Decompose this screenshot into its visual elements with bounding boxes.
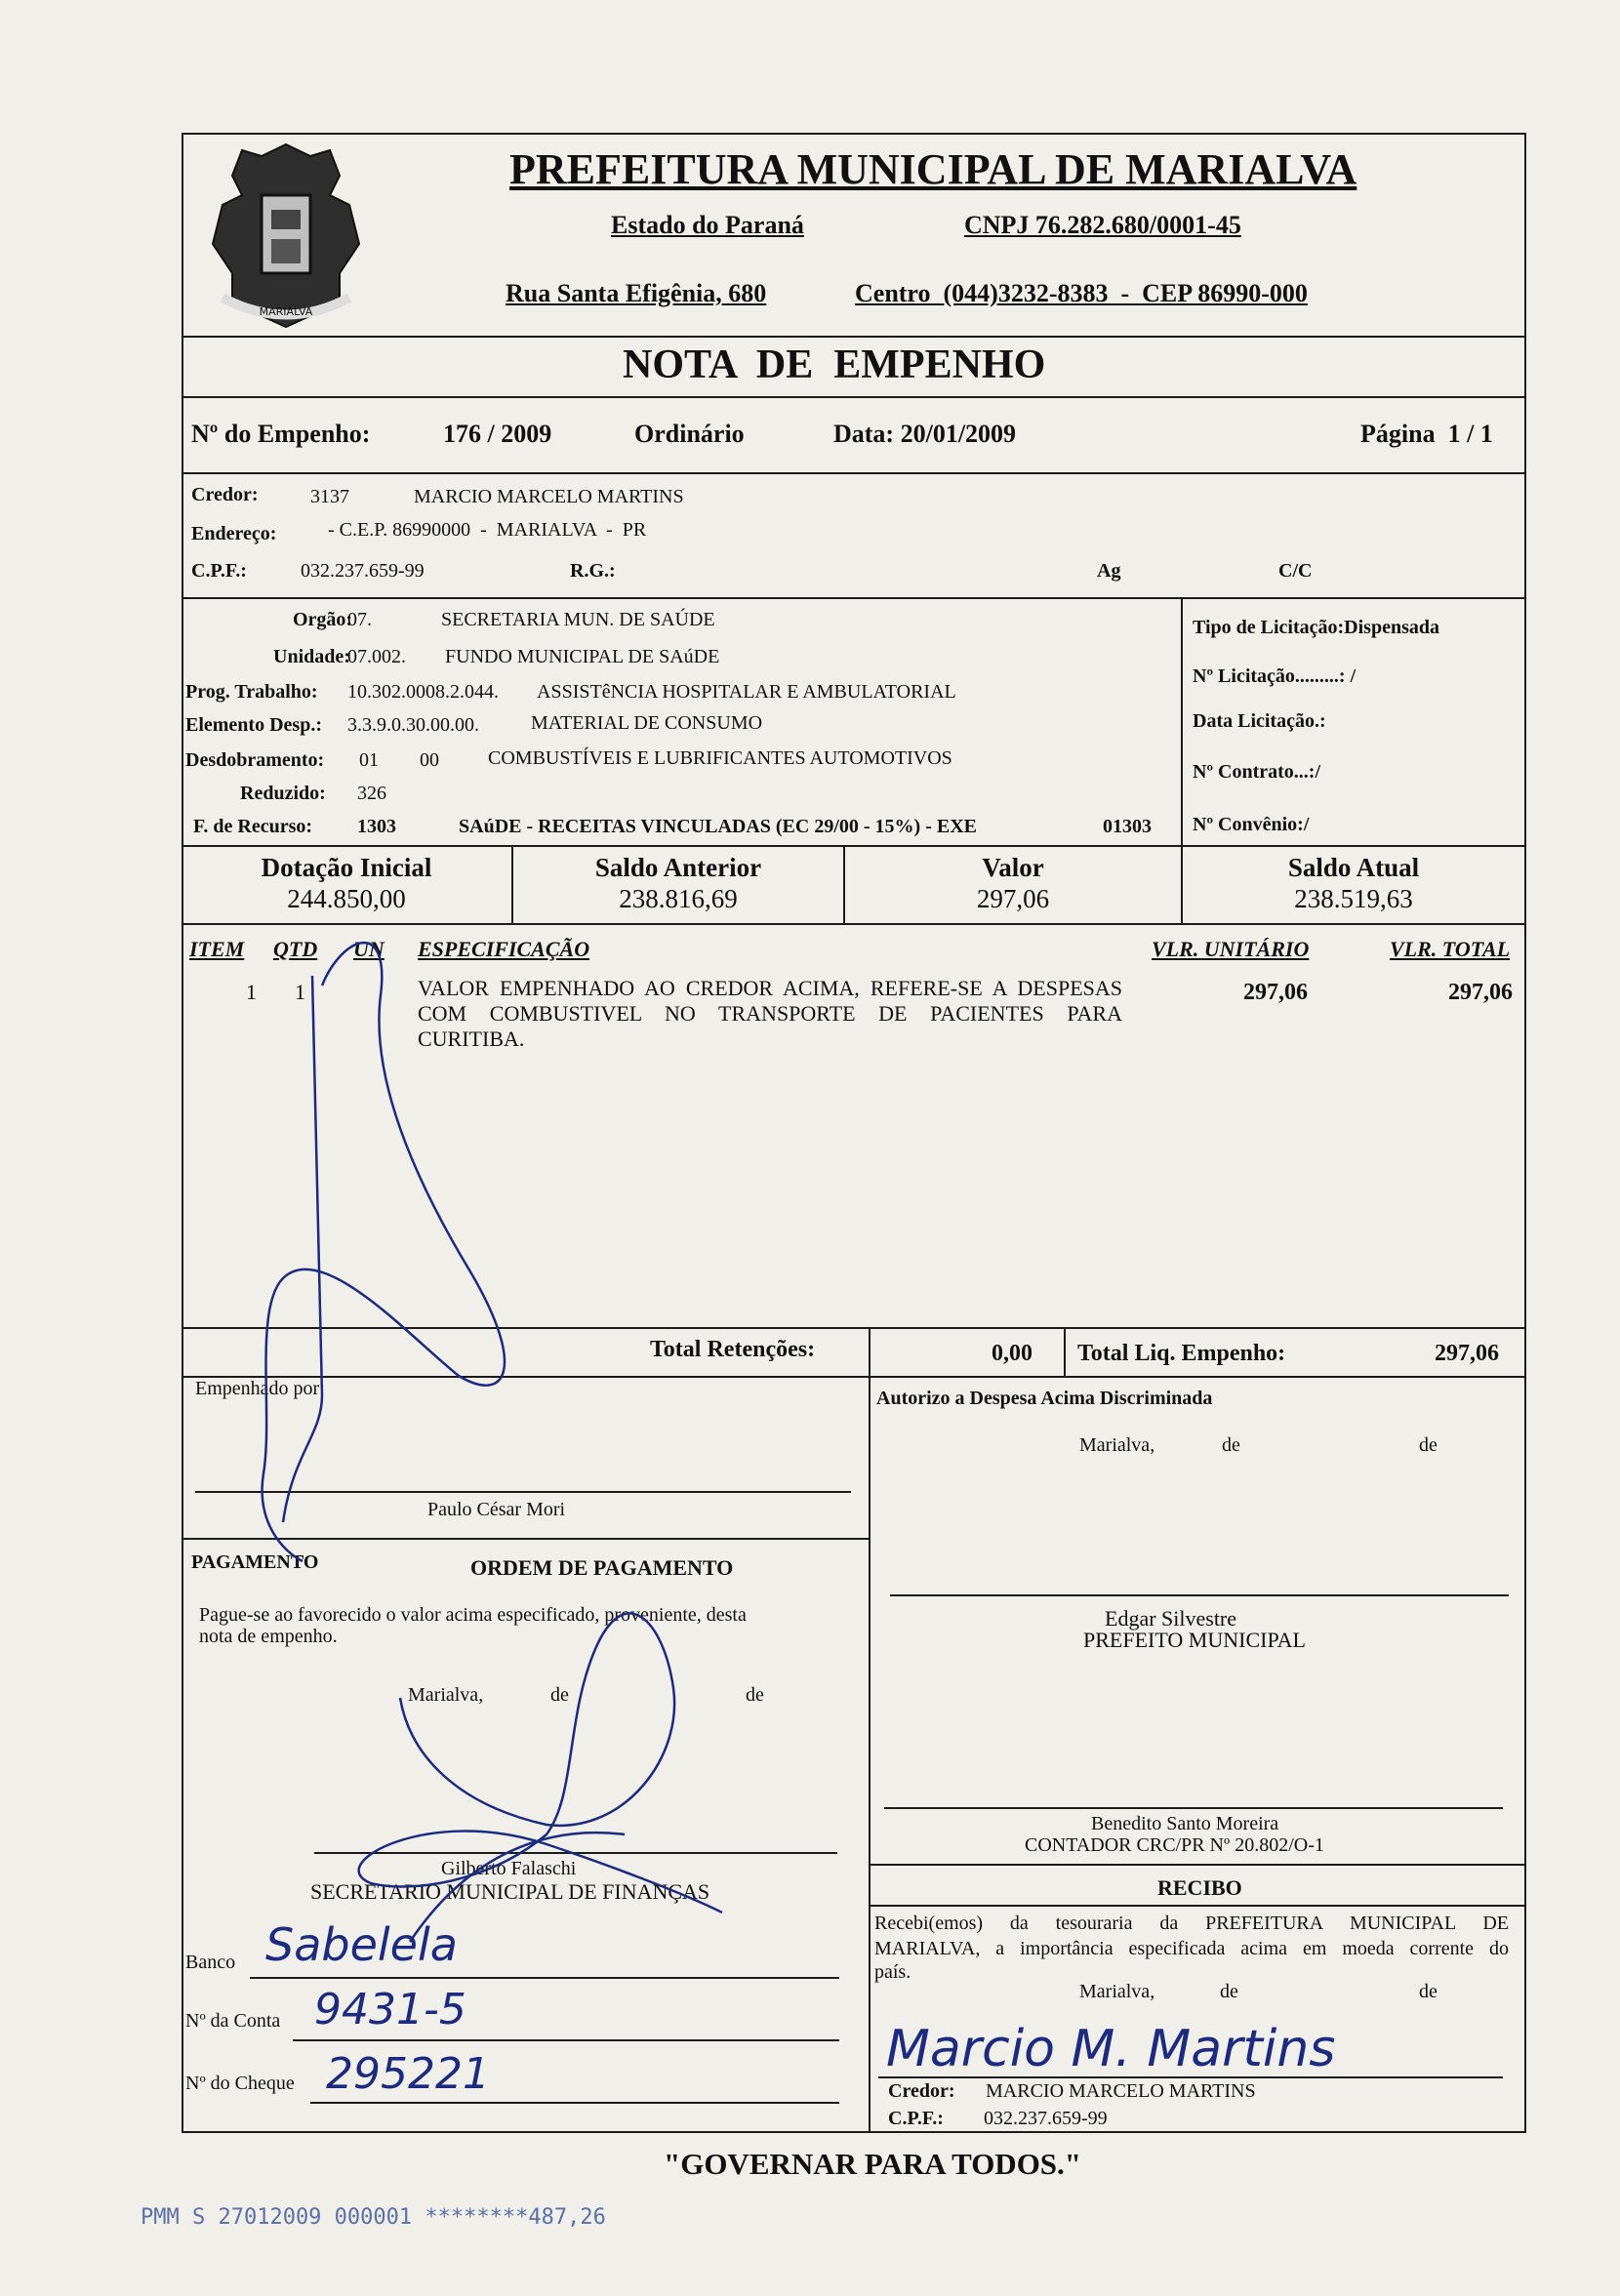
cheque-value: 295221 [326, 2049, 490, 2099]
prefeito-title: PREFEITO MUNICIPAL [1083, 1628, 1306, 1652]
credor-address: - C.E.P. 86990000 - MARIALVA - PR [328, 519, 647, 541]
orgao-code: 07. [347, 609, 372, 630]
credor-label: Credor: [191, 484, 259, 505]
cheque-label: Nº do Cheque [185, 2073, 295, 2094]
recibo-de: de [1419, 1981, 1438, 2002]
secretario-title: SECRETARIO MUNICIPAL DE FINANÇAS [310, 1879, 710, 1904]
item-desc-line: COM COMBUSTIVEL NO TRANSPORTE DE PACIENTES PARA [418, 1001, 1122, 1026]
state-label: Estado do Paraná [611, 211, 804, 239]
orgao-label: Orgão: [293, 609, 353, 630]
elemento-label: Elemento Desp.: [185, 714, 322, 736]
contrato-numero: Nº Contrato...:/ [1193, 761, 1321, 783]
recibo-text: país. [874, 1961, 911, 1983]
desdobramento-desc: COMBUSTÍVEIS E LUBRIFICANTES AUTOMOTIVOS [488, 747, 952, 769]
recurso-label: F. de Recurso: [193, 816, 313, 837]
conta-value: 9431-5 [314, 1985, 466, 2034]
saldo-label: Saldo Anterior [594, 853, 762, 882]
cc-label: C/C [1278, 560, 1313, 582]
recurso-desc: SAúDE - RECEITAS VINCULADAS (EC 29/00 - 15%) - EXE [459, 816, 977, 837]
reduzido-value: 326 [357, 783, 386, 804]
pagamento-de: de [746, 1684, 764, 1706]
recurso-code2: 01303 [1103, 816, 1152, 837]
banco-value: Sabelela [265, 1918, 458, 1971]
col-total: VLR. TOTAL [1390, 937, 1511, 961]
recibo-title: RECIBO [1157, 1875, 1242, 1900]
prog-desc: ASSISTêNCIA HOSPITALAR E AMBULATORIAL [537, 681, 956, 703]
conta-label: Nº da Conta [185, 2010, 281, 2032]
prefeito-name: Edgar Silvestre [1105, 1606, 1237, 1631]
recurso-code: 1303 [357, 816, 396, 837]
unidade-code: 07.002. [347, 646, 406, 667]
pagamento-label: PAGAMENTO [191, 1551, 319, 1573]
orgao-desc: SECRETARIA MUN. DE SAÚDE [441, 609, 715, 630]
empenho-number: 176 / 2009 [443, 420, 552, 448]
saldo-label: Valor [982, 853, 1044, 882]
contador-title: CONTADOR CRC/PR Nº 20.802/O-1 [1025, 1834, 1324, 1856]
item-unit-value: 297,06 [1243, 980, 1308, 1005]
col-qtd: QTD [273, 937, 318, 961]
contador-name: Benedito Santo Moreira [1091, 1813, 1279, 1834]
empenhado-name: Paulo César Mori [427, 1499, 566, 1520]
licitacao-tipo: Tipo de Licitação:Dispensada [1193, 617, 1439, 638]
elemento-desc: MATERIAL DE CONSUMO [531, 712, 763, 734]
recibo-credor-name: MARCIO MARCELO MARTINS [986, 2080, 1256, 2102]
page-title: PREFEITURA MUNICIPAL DE MARIALVA [509, 145, 1357, 193]
recibo-text: Recebi(emos) da tesouraria da PREFEITURA MUNICIPAL DE [874, 1913, 1509, 1934]
contact-label: Centro (044)3232-8383 - CEP 86990-000 [855, 279, 1308, 307]
unidade-desc: FUNDO MUNICIPAL DE SAúDE [445, 646, 720, 667]
desdobramento-code1: 01 [359, 749, 379, 771]
desdobramento-label: Desdobramento: [185, 749, 325, 771]
autorizo-de: de [1222, 1434, 1240, 1456]
desdobramento-code2: 00 [420, 749, 439, 771]
liquido-value: 297,06 [1435, 1341, 1499, 1366]
recibo-cpf: 032.237.659-99 [984, 2108, 1108, 2129]
empenho-type: Ordinário [634, 420, 745, 448]
empenho-date: Data: 20/01/2009 [833, 420, 1017, 448]
autorizo-label: Autorizo a Despesa Acima Discriminada [876, 1388, 1213, 1409]
pagamento-city: Marialva, [408, 1684, 484, 1706]
item-number: 1 [246, 980, 257, 1004]
saldo-label: Dotação Inicial [261, 853, 432, 882]
saldo-value: 238.816,69 [619, 884, 738, 913]
retencoes-label: Total Retenções: [650, 1337, 816, 1362]
address-field-label: Endereço: [191, 523, 277, 544]
col-item: ITEM [189, 937, 245, 961]
ag-label: Ag [1097, 560, 1121, 582]
autorizo-de: de [1419, 1434, 1438, 1456]
crest-banner-text: MARIALVA [259, 305, 313, 318]
credor-code: 3137 [310, 486, 349, 507]
col-un: UN [353, 937, 385, 961]
item-desc-line: VALOR EMPENHADO AO CREDOR ACIMA, REFERE-SE A DESPESAS [418, 976, 1122, 1000]
cpf-label: C.P.F.: [191, 560, 247, 582]
page-number: Página 1 / 1 [1360, 420, 1493, 448]
pagamento-de: de [550, 1684, 569, 1706]
credor-signature: Marcio M. Martins [886, 2020, 1336, 2078]
recibo-credor-label: Credor: [888, 2080, 955, 2102]
motto: "GOVERNAR PARA TODOS." [664, 2147, 1082, 2181]
item-total-value: 297,06 [1448, 980, 1513, 1005]
liquido-label: Total Liq. Empenho: [1077, 1341, 1286, 1366]
secretario-name: Gilberto Falaschi [441, 1858, 577, 1879]
prog-label: Prog. Trabalho: [185, 681, 318, 703]
empenho-number-label: Nº do Empenho: [191, 420, 371, 448]
recibo-city: Marialva, [1079, 1981, 1155, 2002]
credor-cpf: 032.237.659-99 [301, 560, 425, 582]
address-label: Rua Santa Efigênia, 680 [506, 279, 767, 307]
col-espec: ESPECIFICAÇÃO [418, 937, 590, 961]
convenio-numero: Nº Convênio:/ [1193, 814, 1310, 835]
elemento-code: 3.3.9.0.30.00.00. [347, 714, 479, 736]
saldo-value: 238.519,63 [1294, 884, 1413, 913]
item-qty: 1 [295, 980, 305, 1004]
saldo-value: 297,06 [976, 884, 1050, 913]
bank-stamp: PMM S 27012009 000001 ********487,26 [141, 2205, 606, 2230]
unidade-label: Unidade: [273, 646, 350, 667]
reduzido-label: Reduzido: [240, 783, 326, 804]
pagamento-text: Pague-se ao favorecido o valor acima especificado, proveniente, desta [199, 1604, 747, 1626]
saldo-label: Saldo Atual [1287, 853, 1420, 882]
recibo-text: MARIALVA, a importância especificada acima em moeda corrente do [874, 1938, 1509, 1959]
cnpj-label: CNPJ 76.282.680/0001-45 [964, 211, 1241, 239]
recibo-de: de [1220, 1981, 1238, 2002]
item-desc-line: CURITIBA. [418, 1027, 525, 1051]
licitacao-data: Data Licitação.: [1193, 710, 1326, 732]
credor-name: MARCIO MARCELO MARTINS [414, 486, 684, 507]
recibo-cpf-label: C.P.F.: [888, 2108, 944, 2129]
pagamento-text: nota de empenho. [199, 1626, 338, 1647]
rg-label: R.G.: [570, 560, 616, 582]
saldo-value: 244.850,00 [287, 884, 406, 913]
col-unit: VLR. UNITÁRIO [1152, 937, 1310, 961]
ordem-pagamento-label: ORDEM DE PAGAMENTO [470, 1555, 734, 1580]
document-title: NOTA DE EMPENHO [623, 342, 1046, 387]
retencoes-value: 0,00 [992, 1341, 1033, 1366]
prog-code: 10.302.0008.2.044. [347, 681, 499, 703]
licitacao-numero: Nº Licitação.........: / [1193, 665, 1357, 687]
banco-label: Banco [185, 1952, 236, 1973]
empenhado-label: Empenhado por: [195, 1378, 325, 1399]
autorizo-city: Marialva, [1079, 1434, 1155, 1456]
